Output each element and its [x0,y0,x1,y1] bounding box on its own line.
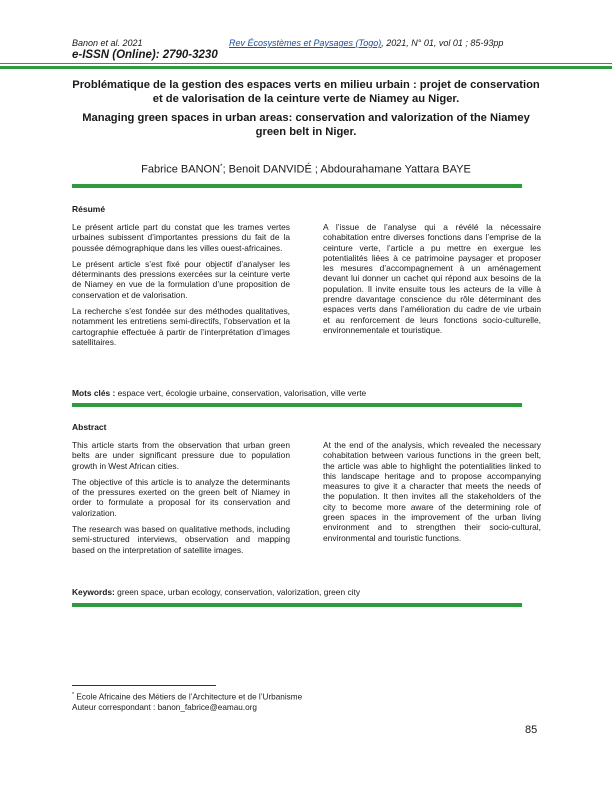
abstract-paragraph: The objective of this article is to analyze the determinants of the pressures exerted on the green belt of Niamey in order to formulate a proposal for its conservation and valorization. [72,476,290,518]
footnote-contact: Auteur correspondant : banon_fabrice@eamau.org [72,703,257,713]
journal-citation [229,38,503,48]
title-french: Problématique de la gestion des espaces verts en milieu urbain : projet de conservation et de valorisation de la ceinture verte de Niamey au Niger. [72,79,540,105]
resume-paragraph: La recherche s’est fondée sur des méthodes qualitatives, notamment les entretiens semi-directifs, l’observation et la cartographie effectuée à partir de l’interprétation d’images satellitaires. [72,306,290,347]
keywords-list: green space, urban ecology, conservation, valorization, green city [114,587,361,597]
resume-paragraph: A l’issue de l’analyse qui a révélé la nécessaire cohabitation entre diverses fonctions dans l’emprise de la ceinture verte, l’article a pu mettre en exergue les potentialités liées à ce patrimoine paysager et proposer les mesures d’accompagnement à un aménagement devant lui donner un cachet qui répond aux besoins de la population. Il invite ensuite tous les acteurs de la ville à prendre davantage conscience du rôle déterminant des espaces verts dans l’amélioration du cadre de vie urbain et au renforcement de leurs fonctions socio-culturelle, environnementale et touristique. [323,222,541,335]
separator-bar [72,603,522,607]
footnote-affiliation-text: Ecole Africaine des Métiers de l’Architecture et de l’Urbanisme [74,692,303,702]
resume-keywords [72,388,366,398]
abstract-paragraph: At the end of the analysis, which revealed the necessary cohabitation between various functions in the green belt, the article was able to highlight the potentialities linked to this landscape heritage and to propose accompanying measures to give it a character that meets the needs of the population. It then invites all the stakeholders of the city to become more aware of the determining role of green spaces in the improvement of the urban living environment and to strengthen their socio-cultural, environmental and touristic functions. [323,440,541,543]
footnote-mark: * [72,692,75,698]
resume-heading: Résumé [72,204,106,214]
footnote [72,690,302,714]
citation-authors-year: Banon et al. 2021 [72,38,143,48]
journal-link[interactable]: Rev Écosystèmes et Paysages (Togo) [229,38,382,48]
abstract-keywords [72,587,360,597]
abstract-right-column [323,440,541,549]
resume-right-column [323,222,541,341]
separator-bar [72,403,522,407]
abstract-paragraph: This article starts from the observation that urban green belts are under significant pressure due to population growth in West African cities. [72,440,290,471]
issn: e-ISSN (Online): 2790-3230 [72,49,218,61]
abstract-left-column [72,440,290,561]
resume-paragraph: Le présent article part du constat que les trames vertes urbaines subissent d’importantes pressions du fait de la poussée démographique dans les villes ouest-africaines. [72,222,290,253]
resume-left-column [72,222,290,353]
keywords-list: espace vert, écologie urbaine, conservation, valorisation, ville verte [115,388,367,398]
authors [72,163,540,176]
citation-volume-pages: , 2021, N° 01, vol 01 ; 85-93pp [381,38,504,48]
footnote-affiliation [72,690,302,703]
title-english: Managing green spaces in urban areas: conservation and valorization of the Niamey green belt in Niger. [82,112,530,138]
separator-bar [72,184,522,188]
abstract-heading: Abstract [72,422,107,432]
abstract-paragraph: The research was based on qualitative methods, including semi-structured interviews, observation and mapping based on the interpretation of satellite images. [72,524,290,555]
header-rule-thin [0,63,612,64]
header-rule-thick [0,66,612,69]
author-others: ; Benoit DANVIDÉ ; Abdourahamane Yattara BAYE [222,163,471,176]
footnote-rule [72,685,216,686]
resume-paragraph: Le présent article s’est fixé pour objectif d’analyser les déterminants des pressions exercées sur la ceinture verte de Niamey en vue de la formulation d’une proposition de conservation et de valorisation. [72,258,290,300]
keywords-label: Mots clés : [72,388,116,398]
author-first: Fabrice BANON [141,163,221,176]
page-number: 85 [525,724,538,736]
keywords-label: Keywords: [72,587,115,597]
author-footnote-mark: * [220,163,223,170]
